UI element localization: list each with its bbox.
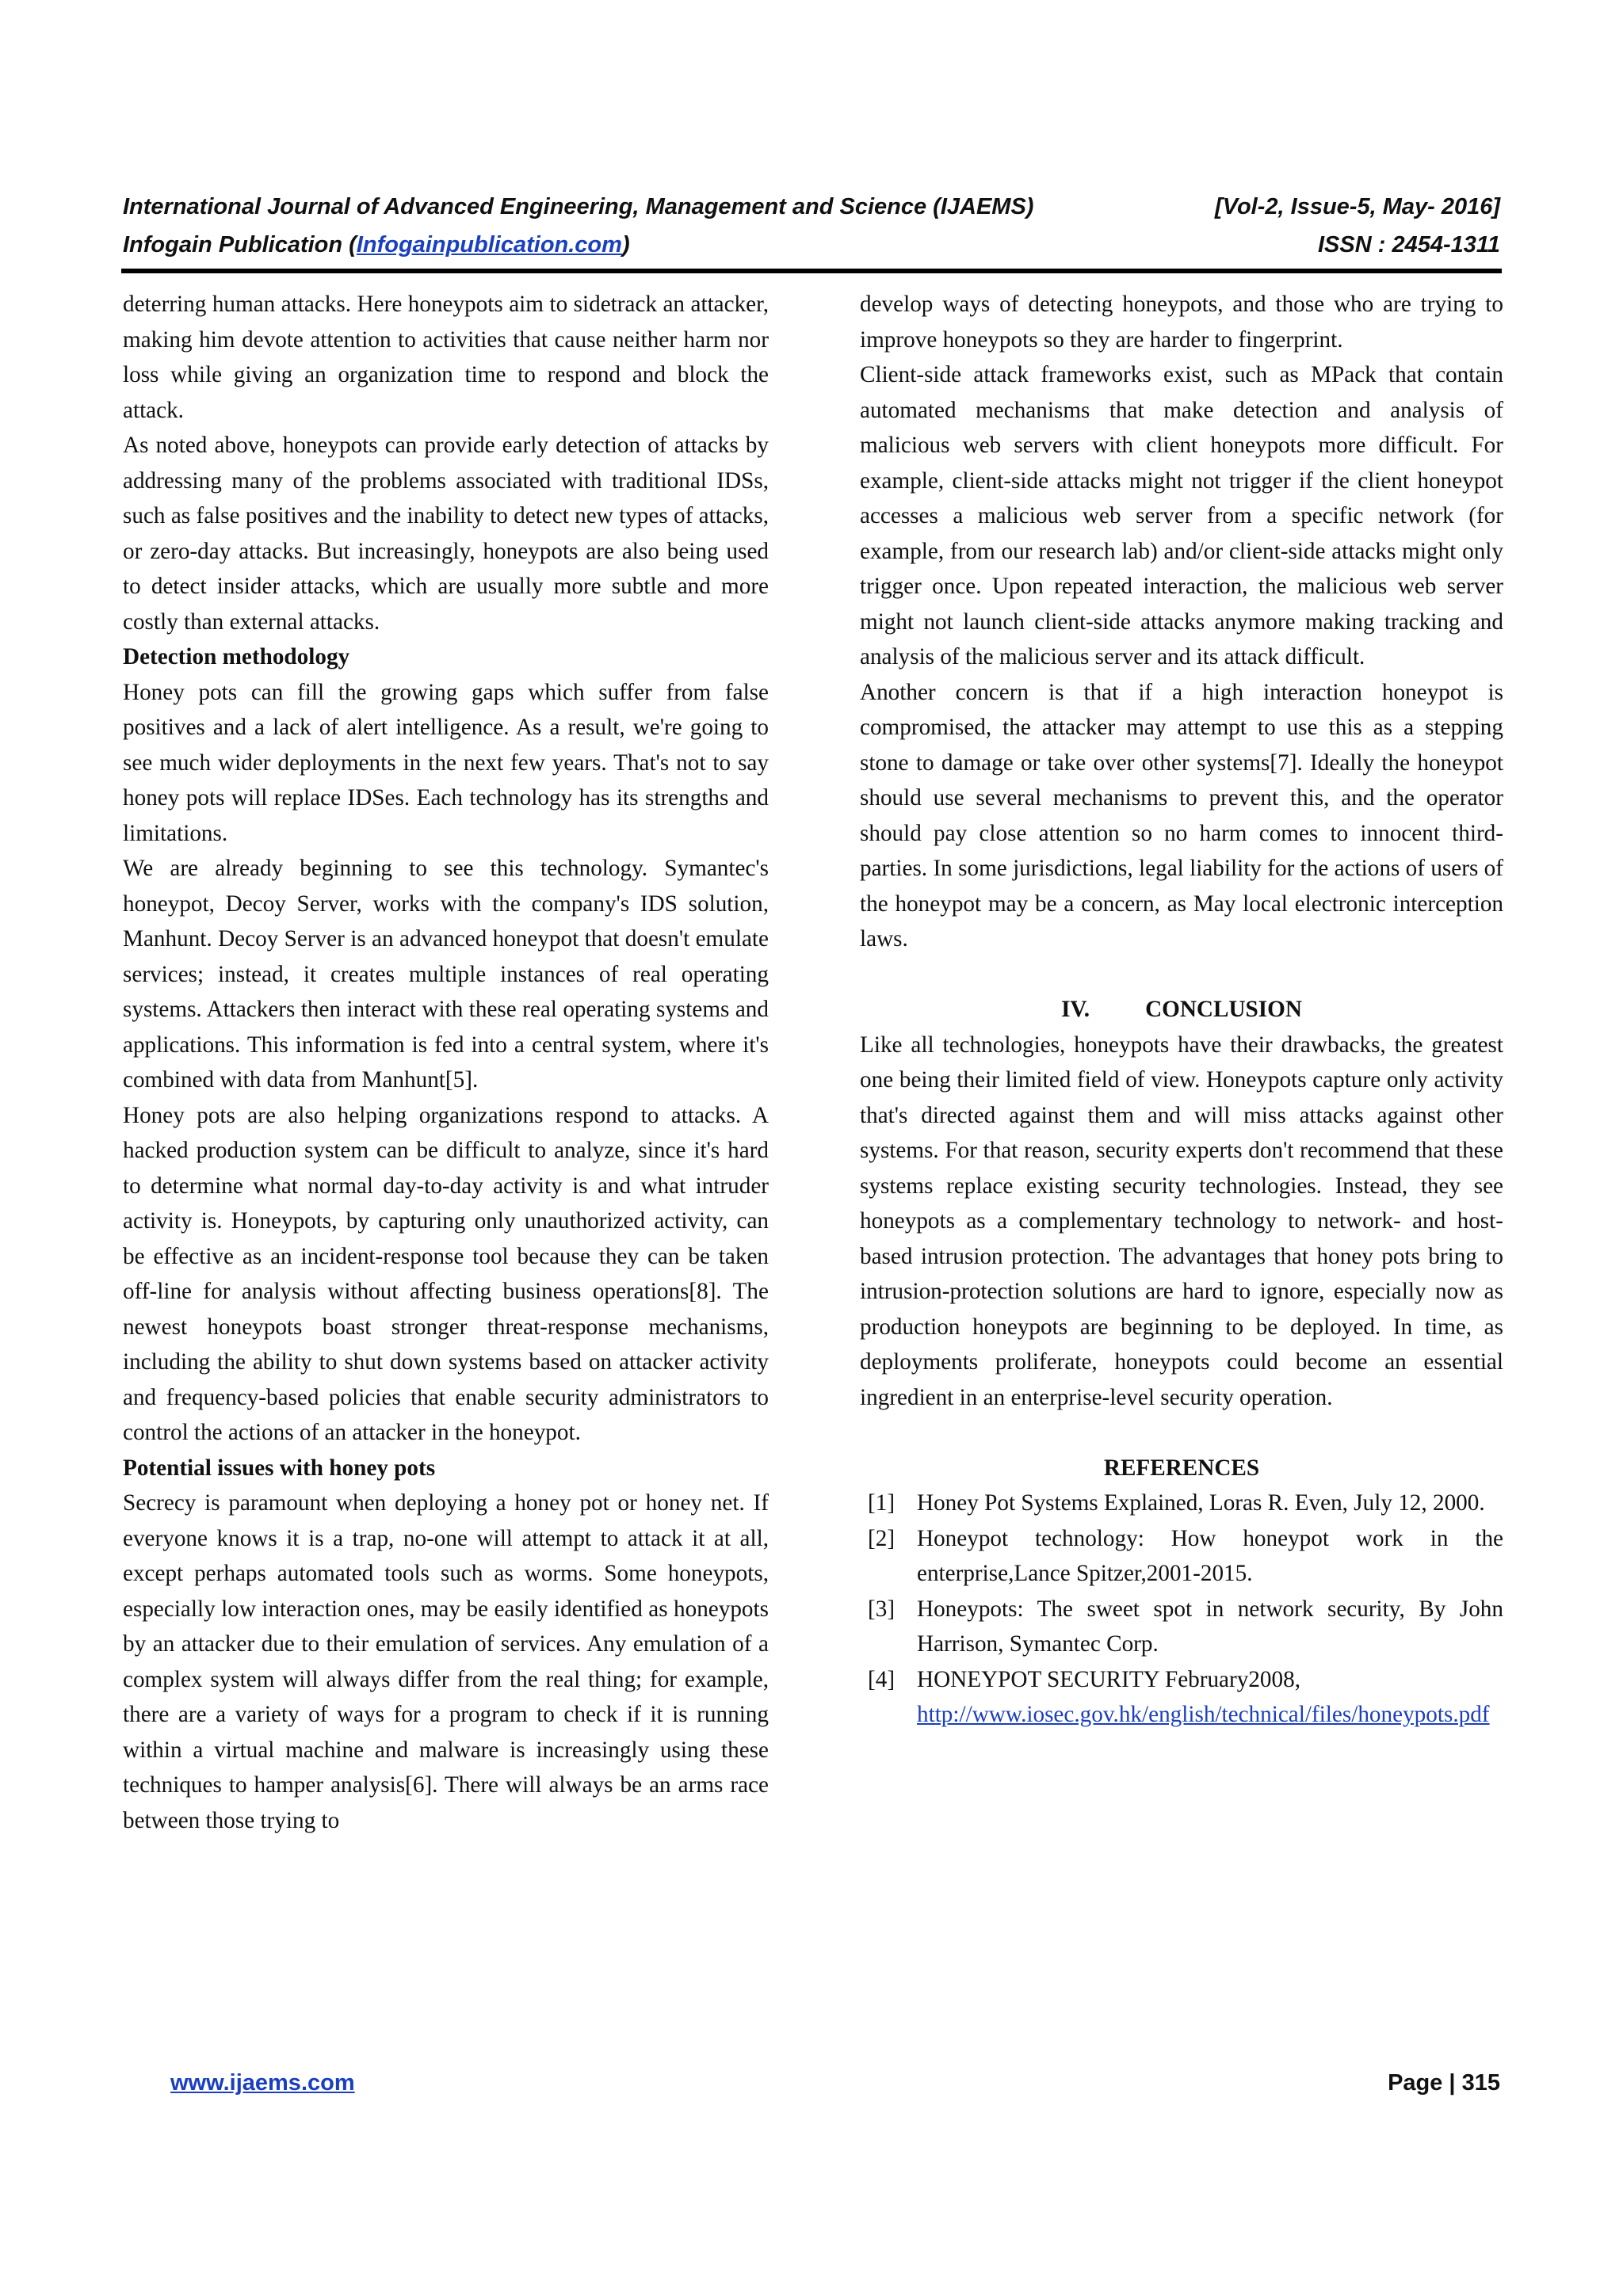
reference-item xyxy=(860,1592,1503,1662)
footer xyxy=(170,2070,1500,2102)
reference-text: HONEYPOT SECURITY February2008, xyxy=(917,1666,1301,1692)
paragraph: Another concern is that if a high interaction honeypot is compromised, the attacker may attempt to use this as a stepping stone to damage or take over other systems[7]. Ideally the honeypot should use several mechanisms to prevent this, and the operator should pay close attention so no harm comes to innocent third-parties. In some jurisdictions, legal liability for the actions of users of the honeypot may be a concern, as May local electronic interception laws. xyxy=(860,679,1503,952)
subheading-potential-issues: Potential issues with honey pots xyxy=(123,1455,436,1481)
publisher-line xyxy=(123,232,630,258)
reference-text: Honeypots: The sweet spot in network security, By John Harrison, Symantec Corp. xyxy=(917,1596,1503,1657)
left-column xyxy=(123,287,769,1838)
subheading-detection-methodology: Detection methodology xyxy=(123,644,350,669)
section-heading-conclusion xyxy=(860,992,1503,1028)
reference-number: [1] xyxy=(868,1490,896,1516)
spacer xyxy=(860,957,1503,993)
running-header xyxy=(123,194,1500,226)
paragraph: develop ways of detecting honeypots, and those who are trying to improve honeypots so they are harder to fingerprint. xyxy=(860,292,1503,353)
section-number: IV. xyxy=(1061,997,1090,1022)
volume-info: [Vol-2, Issue-5, May- 2016] xyxy=(1215,194,1500,219)
page-number: Page | 315 xyxy=(1388,2070,1500,2096)
publisher-suffix: ) xyxy=(621,232,630,257)
reference-link[interactable]: http://www.iosec.gov.hk/english/technical/files/honeypots.pdf xyxy=(917,1702,1490,1727)
paragraph: deterring human attacks. Here honeypots aim to sidetrack an attacker, making him devote attention to activities that cause neither harm nor loss while giving an organization time to respond and block the attack. xyxy=(123,292,769,423)
references-heading: REFERENCES xyxy=(1103,1455,1260,1481)
issn: ISSN : 2454-1311 xyxy=(1318,232,1500,257)
publisher-header xyxy=(123,232,1500,264)
publisher-prefix: Infogain Publication ( xyxy=(123,232,357,257)
footer-site-link[interactable]: www.ijaems.com xyxy=(170,2070,355,2096)
paragraph: Honey pots are also helping organizations respond to attacks. A hacked production system can be difficult to analyze, since it's hard to determine what normal day-to-day activity is and what intruder activity is. Honeypots, by capturing only unauthorized activity, can be effective as an incident-response tool because they can be taken off-line for analysis without affecting business operations[8]. The newest honeypots boast stronger threat-response mechanisms, including the ability to shut down systems based on attacker activity and frequency-based policies that enable security administrators to control the actions of an attacker in the honeypot. xyxy=(123,1102,769,1445)
reference-text: Honeypot technology: How honeypot work in the enterprise,Lance Spitzer,2001-2015. xyxy=(917,1525,1503,1586)
paragraph: Secrecy is paramount when deploying a honey pot or honey net. If everyone knows it is a trap, no-one will attempt to attack it at all, except perhaps automated tools such as worms. Some honeypots, especially low interaction ones, may be easily identified as honeypots by an attacker due to their emulation of services. Any emulation of a complex system will always differ from the real thing; for example, there are a variety of ways for a program to check if it is running within a virtual machine and malware is increasingly using these techniques to hamper analysis[6]. There will always be an arms race between those trying to xyxy=(123,1490,769,1833)
spacer xyxy=(860,1415,1503,1451)
reference-text: Honey Pot Systems Explained, Loras R. Even, July 12, 2000. xyxy=(917,1490,1485,1516)
publisher-link[interactable]: Infogainpublication.com xyxy=(356,232,622,257)
paragraph: Client-side attack frameworks exist, such as MPack that contain automated mechanisms that make detection and analysis of malicious web servers with client honeypots more difficult. For example, client-side attacks might not trigger if the client honeypot accesses a malicious web server from a specific network (for example, from our research lab) and/or client-side attacks might only trigger once. Upon repeated interaction, the malicious web server might not launch client-side attacks anymore making tracking and analysis of the malicious server and its attack difficult. xyxy=(860,362,1503,669)
journal-title: International Journal of Advanced Engineering, Management and Science (IJAEMS) xyxy=(123,194,1034,219)
paragraph: As noted above, honeypots can provide early detection of attacks by addressing many of the problems associated with traditional IDSs, such as false positives and the inability to detect new types of attacks, or zero-day attacks. But increasingly, honeypots are also being used to detect insider attacks, which are usually more subtle and more costly than external attacks. xyxy=(123,433,769,635)
paragraph: We are already beginning to see this technology. Symantec's honeypot, Decoy Server, works with the company's IDS solution, Manhunt. Decoy Server is an advanced honeypot that doesn't emulate services; instead, it creates multiple instances of real operating systems. Attackers then interact with these real operating systems and applications. This information is fed into a central system, where it's combined with data from Manhunt[5]. xyxy=(123,856,769,1093)
section-title: CONCLUSION xyxy=(1145,997,1302,1022)
reference-number: [3] xyxy=(868,1596,896,1622)
reference-number: [4] xyxy=(868,1666,896,1692)
right-column xyxy=(860,287,1503,1733)
paragraph: Honey pots can fill the growing gaps which suffer from false positives and a lack of alert intelligence. As a result, we're going to see much wider deployments in the next few years. That's not to say honey pots will replace IDSes. Each technology has its strengths and limitations. xyxy=(123,679,769,846)
reference-item xyxy=(860,1662,1503,1733)
paragraph: Like all technologies, honeypots have their drawbacks, the greatest one being their limited field of view. Honeypots capture only activity that's directed against them and will miss attacks against other systems. For that reason, security experts don't recommend that these systems replace existing security technologies. Instead, they see honeypots as a complementary technology to network- and host-based intrusion protection. The advantages that honey pots bring to intrusion-protection solutions are hard to ignore, especially now as production honeypots are beginning to be deployed. In time, as deployments proliferate, honeypots could become an essential ingredient in an enterprise-level security operation. xyxy=(860,1032,1503,1410)
reference-item xyxy=(860,1521,1503,1592)
reference-item xyxy=(860,1486,1503,1521)
reference-number: [2] xyxy=(868,1525,896,1551)
header-rule xyxy=(121,269,1502,273)
